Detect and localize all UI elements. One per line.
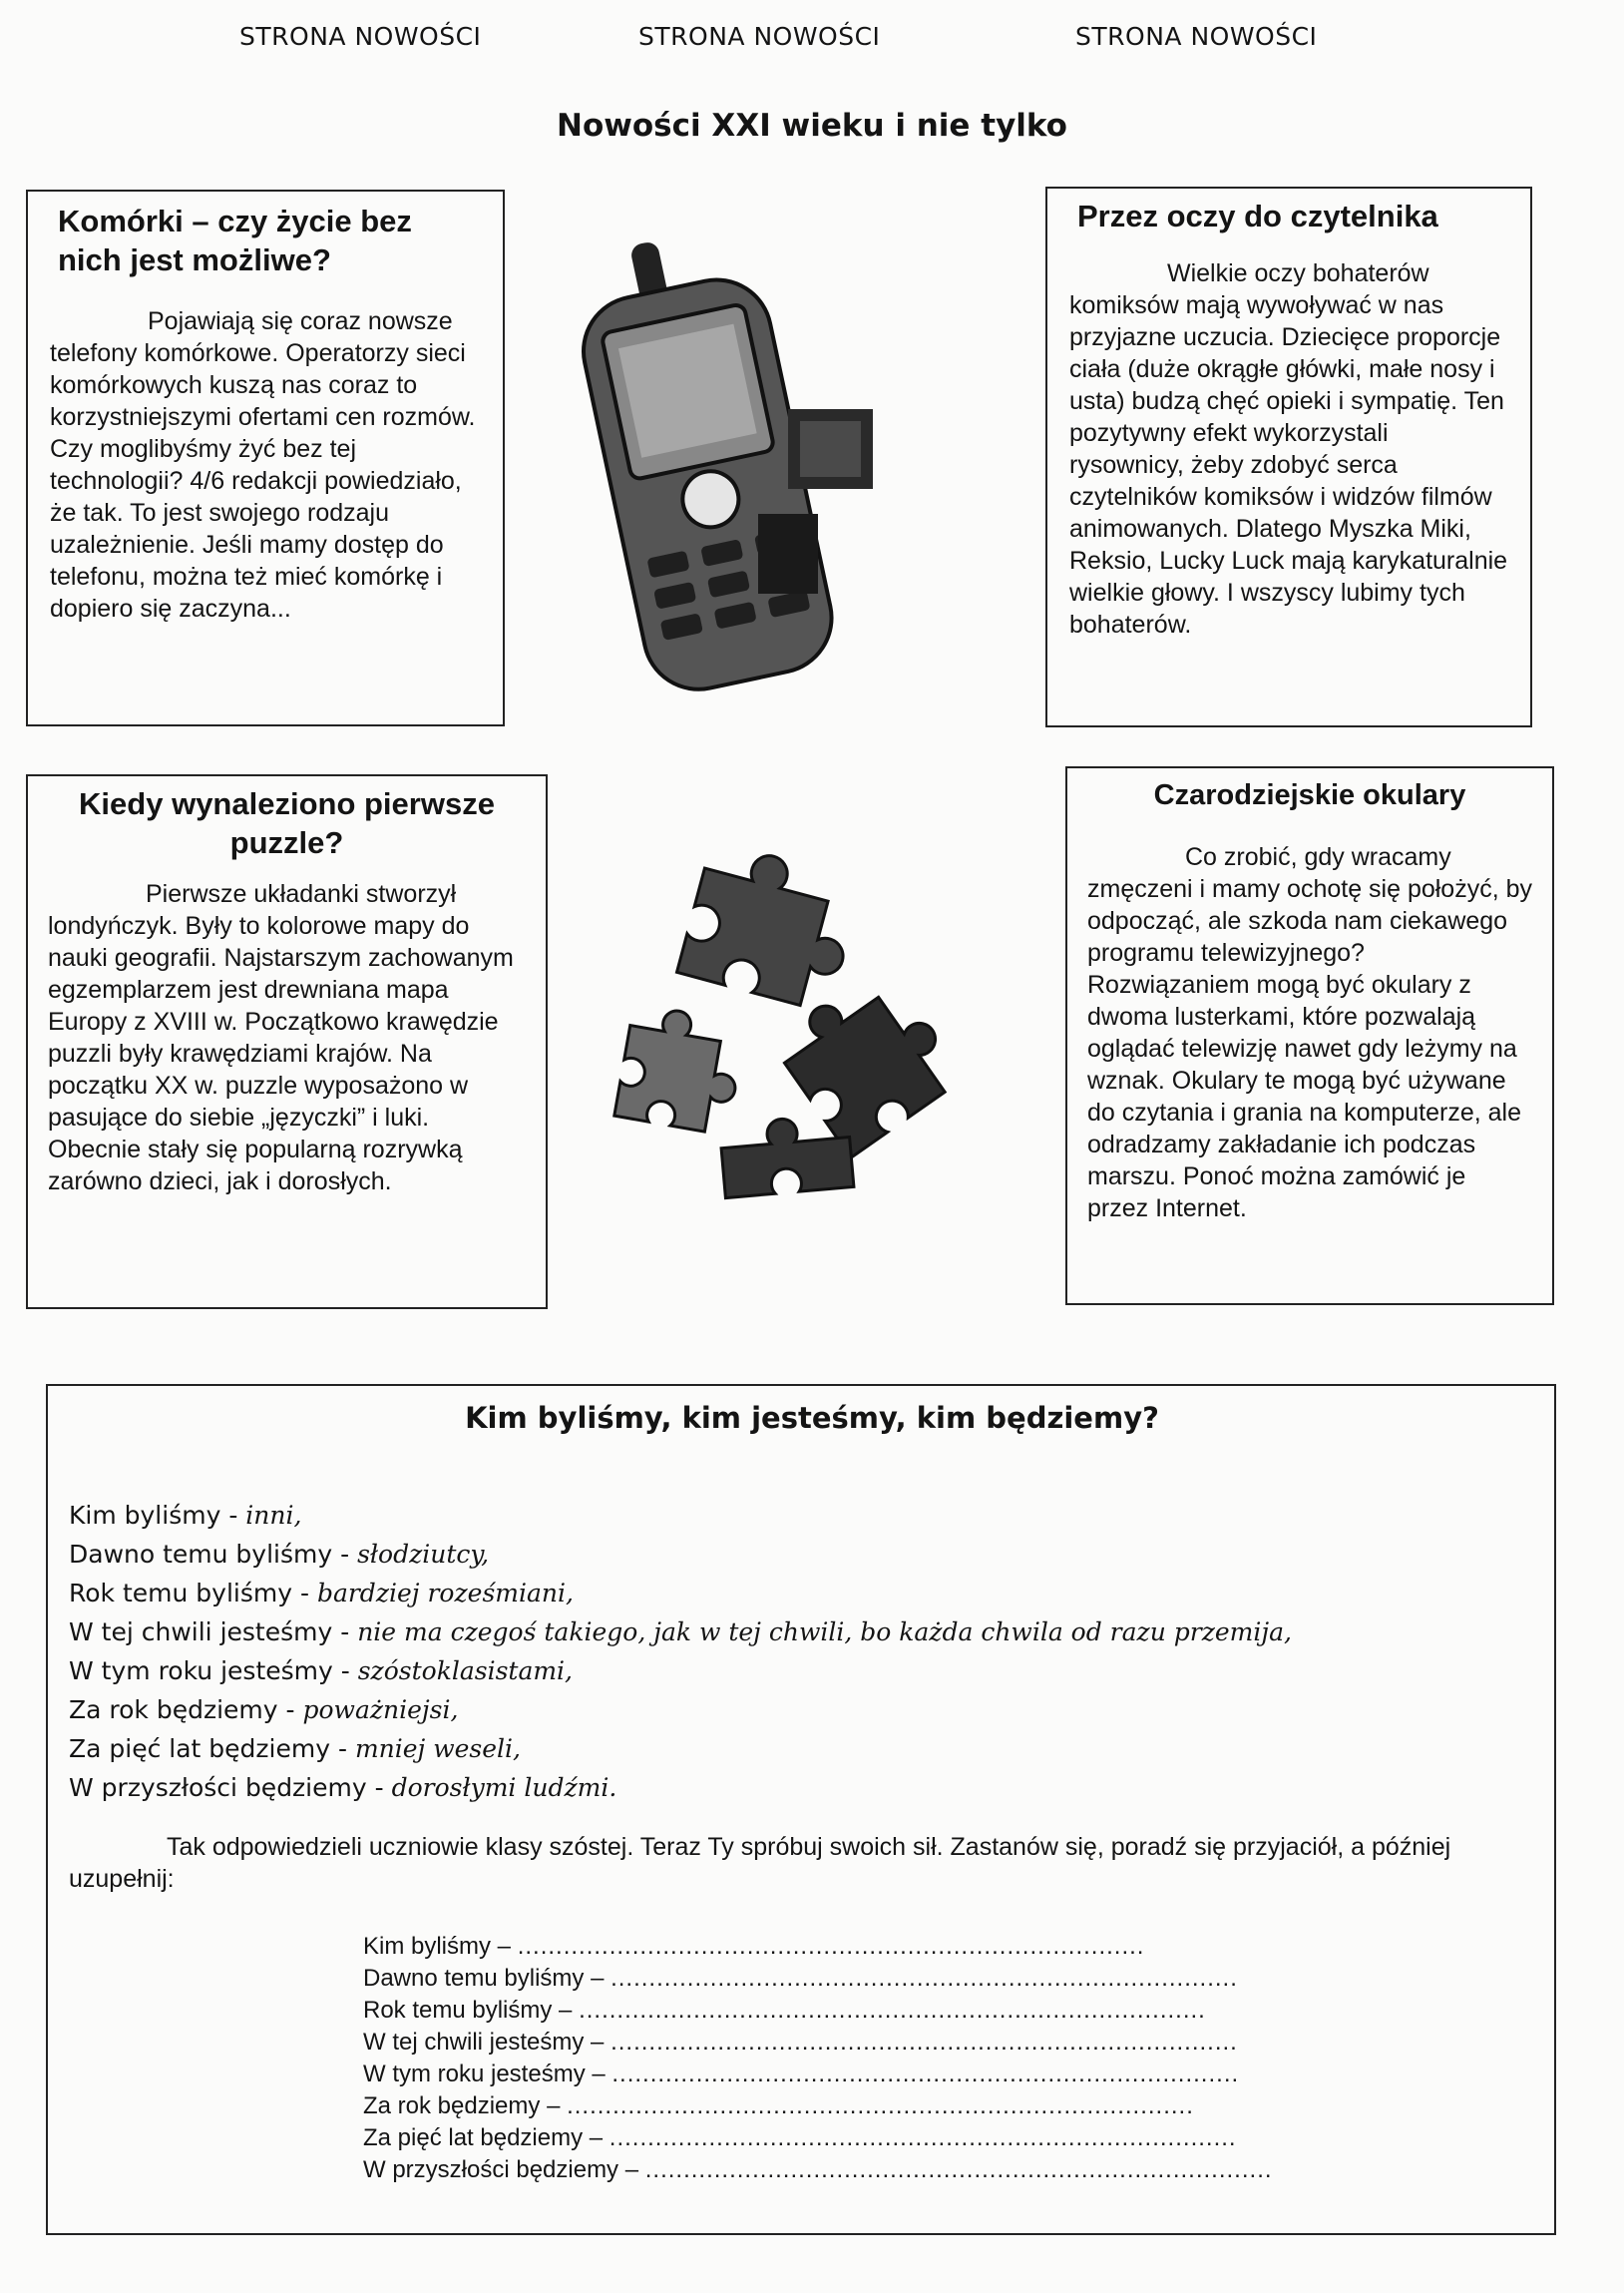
article-body: Pierwsze układanki stworzył londyńczyk. Były to kolorowe mapy do nauki geografii. Najstarszym zachowanym egzemplarzem jest drewniana mapa Europy z XVIII w. Początkowo krawędzie puzzli były krawędziami krajów. Na początku XX w. puzzle wyposażono w pasujące do siebie „języczki” i luki. Obecnie stały się popularną rozrywką zarówno dzieci, jak i dorosłych. — [48, 880, 514, 1195]
article-body: Pojawiają się coraz nowsze telefony komórkowe. Operatorzy sieci komórkowych kuszą nas coraz to korzystniejszymi ofertami cen rozmów. Czy moglibyśmy żyć bez tej technologii? 4/6 redakcji powiedziało, że tak. To jest swojego rodzaju uzależnienie. Jeśli mamy dostęp do telefonu, można też mieć komórkę i dopiero się zaczyna... — [50, 307, 476, 623]
poem-line: Za pięć lat będziemy - mniej weseli, — [69, 1734, 521, 1763]
puzzle-pieces-image — [594, 853, 983, 1222]
fill-in-line[interactable]: W tej chwili jesteśmy – .................................................................................. — [363, 2029, 1238, 2056]
article-eyes — [1045, 187, 1532, 727]
fill-in-line[interactable]: Za rok będziemy – .................................................................................. — [363, 2092, 1194, 2119]
fill-in-line[interactable]: W tym roku jesteśmy – .................................................................................. — [363, 2061, 1240, 2087]
header-label: STRONA NOWOŚCI — [239, 22, 482, 51]
poem-line: Za rok będziemy - poważniejsi, — [69, 1695, 459, 1724]
poem-line: Dawno temu byliśmy - słodziutcy, — [69, 1540, 490, 1569]
poem-line: Kim byliśmy - inni, — [69, 1501, 302, 1530]
article-glasses — [1065, 766, 1554, 1305]
fill-in-line[interactable]: Kim byliśmy – .................................................................................. — [363, 1933, 1145, 1960]
fill-in-line[interactable]: Rok temu byliśmy – .................................................................................. — [363, 1997, 1206, 2024]
fill-in-line[interactable]: Za pięć lat będziemy – .................................................................................. — [363, 2124, 1237, 2151]
header-label: STRONA NOWOŚCI — [1075, 22, 1318, 51]
article-title: Kiedy wynaleziono pierwsze puzzle? — [79, 786, 495, 860]
article-title: Komórki – czy życie bez nich jest możliwe? — [58, 204, 412, 277]
article-title: Czarodziejskie okulary — [1153, 779, 1466, 811]
poem-line: W tej chwili jesteśmy - nie ma czegoś takiego, jak w tej chwili, bo każda chwila od razu przemija, — [69, 1617, 1292, 1646]
mobile-phone-image — [559, 225, 888, 703]
poem-line: W tym roku jesteśmy - szóstoklasistami, — [69, 1656, 574, 1685]
article-body: Wielkie oczy bohaterów komiksów mają wywoływać w nas przyjazne uczucia. Dziecięce proporcje ciała (duże okrągłe główki, małe nosy i usta) budzą chęć opieki i sympatię. Ten pozytywny efekt wykorzystali rysownicy, żeby zdobyć serca czytelników komiksów i widzów filmów animowanych. Dlatego Myszka Miki, Reksio, Lucky Luck mają karykaturalnie wielkie głowy. I wszyscy lubimy tych bohaterów. — [1069, 259, 1508, 639]
header-label: STRONA NOWOŚCI — [638, 22, 881, 51]
article-body: Co zrobić, gdy wracamy zmęczeni i mamy ochotę się położyć, by odpocząć, ale szkoda nam ciekawego programu telewizyjnego? Rozwiązaniem mogą być okulary z dwoma lusterkami, które pozwalają oglądać telewizję nawet gdy leżymy na wznak. Okulary te mogą być używane do czytania i grania na komputerze, ale odradzamy zakładanie ich podczas marszu. Ponoć można zamówić je przez Internet. — [1087, 843, 1533, 1222]
poem-line: W przyszłości będziemy - dorosłymi ludźmi. — [69, 1773, 617, 1802]
fill-in-line[interactable]: W przyszłości będziemy – .................................................................................. — [363, 2156, 1273, 2183]
page-title: Nowości XXI wieku i nie tylko — [557, 108, 1067, 144]
instruction-text: Tak odpowiedzieli uczniowie klasy szóstej. Teraz Ty spróbuj swoich sił. Zastanów się, poradź się przyjaciół, a później uzupełnij: — [69, 1833, 1451, 1893]
poem-line: Rok temu byliśmy - bardziej roześmiani, — [69, 1579, 574, 1607]
fill-in-line[interactable]: Dawno temu byliśmy – .................................................................................. — [363, 1965, 1238, 1992]
article-phones — [26, 190, 505, 726]
article-title: Przez oczy do czytelnika — [1077, 199, 1438, 233]
article-puzzle — [26, 774, 548, 1309]
poem-title: Kim byliśmy, kim jesteśmy, kim będziemy? — [465, 1401, 1159, 1435]
